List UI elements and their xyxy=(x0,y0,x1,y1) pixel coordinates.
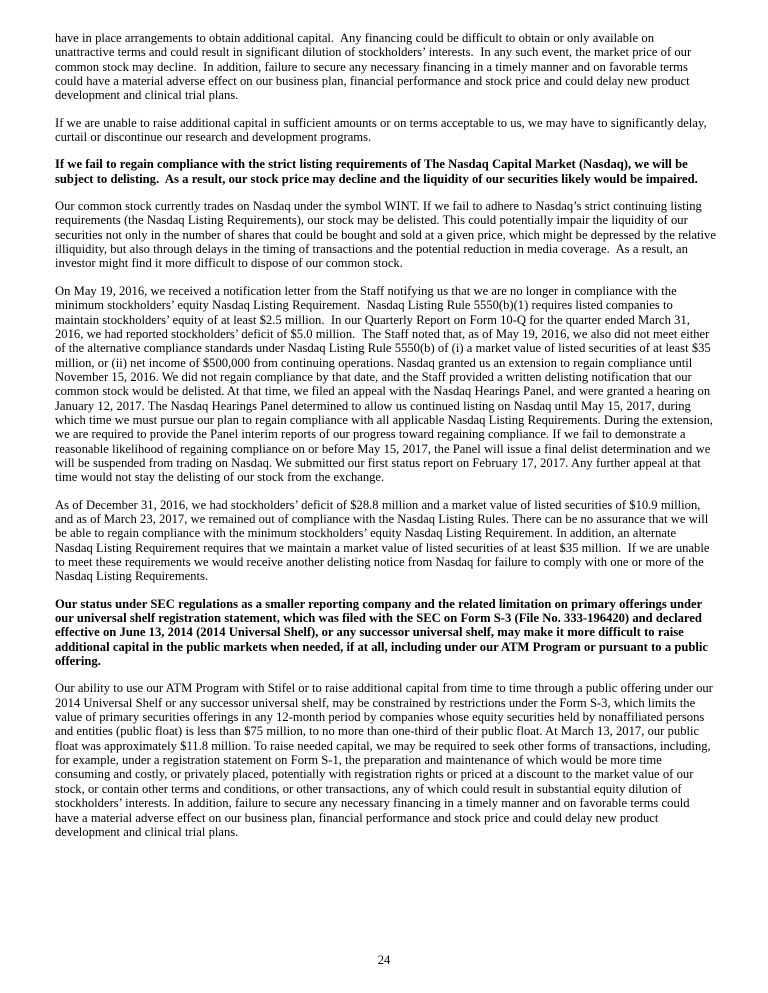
paragraph-compliance-status: As of December 31, 2016, we had stockholders’ deficit of $28.8 million and a market value of listed securities of $10.9 million, and as of March 23, 2017, we remained out of compliance with the Nasdaq Listing Rules. There can be no assurance that we will be able to regain compliance with the minimum stockholders’ equity Nasdaq Listing Requirement. In addition, an alternate Nasdaq Listing Requirement requires that we maintain a market value of listed securities of at least $35 million. If we are unable to meet these requirements we would receive another delisting notice from Nasdaq for failure to comply with one or more of the Nasdaq Listing Requirements. xyxy=(55,497,713,584)
paragraph-financing-risk-continuation: have in place arrangements to obtain additional capital. Any financing could be difficult to obtain or only available on unattractive terms and could result in significant dilution of stockholders’ interests. In any such event, the market price of our common stock may decline. In addition, failure to secure any necessary financing in a timely manner and on favorable terms could have a material adverse effect on our business plan, financial performance and stock price and could delay new product development and clinical trial plans. xyxy=(55,31,695,103)
page-body xyxy=(55,31,720,852)
heading-nasdaq-delisting-risk: If we fail to regain compliance with the strict listing requirements of The Nasdaq Capital Market (Nasdaq), we will be subject to delisting. As a result, our stock price may decline and the liquidity of our securities likely would be impaired. xyxy=(55,157,698,186)
paragraph-atm-program-form-s3: Our ability to use our ATM Program with Stifel or to raise additional capital from time to time through a public offering under our 2014 Universal Shelf or any successor universal shelf, may be constrained by restrictions under the Form S-3, which limits the value of primary securities offerings in any 12-month period by companies whose equity securities held by nonaffiliated persons and entities (public float) is less than $75 million, to no more than one-third of their public float. At March 13, 2017, our public float was approximately $11.8 million. To raise needed capital, we may be required to seek other forms of transactions, including, for example, under a registration statement on Form S-1, the preparation and maintenance of which would be more time consuming and costly, or privately placed, potentially with registration rights or priced at a discount to the market value of our stock, or contain other terms and conditions, or other transactions, any of which could result in substantial equity dilution of stockholders’ interests. In addition, failure to secure any necessary financing in a timely manner and on favorable terms could have a material adverse effect on our business plan, financial performance and stock price and could delay new product development and clinical trial plans. xyxy=(55,681,717,839)
page-number: 24 xyxy=(377,952,391,967)
paragraph-nasdaq-notification-history: On May 19, 2016, we received a notification letter from the Staff notifying us that we are no longer in compliance with the minimum stockholders’ equity Nasdaq Listing Requirement. Nasdaq Listing Rule 5550(b)(1) requires listed companies to maintain stockholders’ equity of at least $2.5 million. In our Quarterly Report on Form 10-Q for the quarter ended March 31, 2016, we had reported stockholders’ deficit of $5.0 million. The Staff noted that, as of May 19, 2016, we also did not meet either of the alternative compliance standards under Nasdaq Listing Rule 5550(b) of (i) a market value of listed securities of at least $35 million, or (ii) net income of $500,000 from continuing operations. Nasdaq granted us an extension to regain compliance until November 15, 2016. We did not regain compliance by that date, and the Staff provided a written delisting notification that our common stock would be delisted. At that time, we filed an appeal with the Nasdaq Hearings Panel, and were granted a hearing on January 12, 2017. The Nasdaq Hearings Panel determined to allow us continued listing on Nasdaq until May 15, 2017, during which time we must pursue our plan to regain compliance with all applicable Nasdaq Listing Requirements. During the extension, we are required to provide the Panel interim reports of our progress toward regaining compliance. If we fail to demonstrate a reasonable likelihood of regaining compliance on or before May 15, 2017, the Panel will issue a final delist determination and we will be suspended from trading on Nasdaq. We submitted our first status report on February 17, 2017. Any further appeal at that time would not stay the delisting of our stock from the exchange. xyxy=(55,283,717,485)
paragraph-wint-listing-requirements: Our common stock currently trades on Nasdaq under the symbol WINT. If we fail to adhere to Nasdaq’s strict continuing listing requirements (the Nasdaq Listing Requirements), our stock may be delisted. This could potentially impair the liquidity of our securities not only in the number of shares that could be bought and sold at a given price, which might be depressed by the relative illiquidity, but also through delays in the timing of transactions and the potential reduction in media coverage. As a result, an investor might find it more difficult to dispose of our common stock. xyxy=(55,199,720,271)
paragraph-raise-capital-delay: If we are unable to raise additional capital in sufficient amounts or on terms acceptable to us, we may have to significantly delay, curtail or discontinue our research and development programs. xyxy=(55,115,710,145)
heading-sec-smaller-reporting-company: Our status under SEC regulations as a smaller reporting company and the related limitation on primary offerings under our universal shelf registration statement, which was filed with the SEC on Form S-3 (File No. 333-196420) and declared effective on June 13, 2014 (2014 Universal Shelf), or any successor universal shelf, may make it more difficult to raise additional capital in the public markets when needed, if at all, including under our ATM Program or pursuant to a public offering. xyxy=(55,596,712,669)
